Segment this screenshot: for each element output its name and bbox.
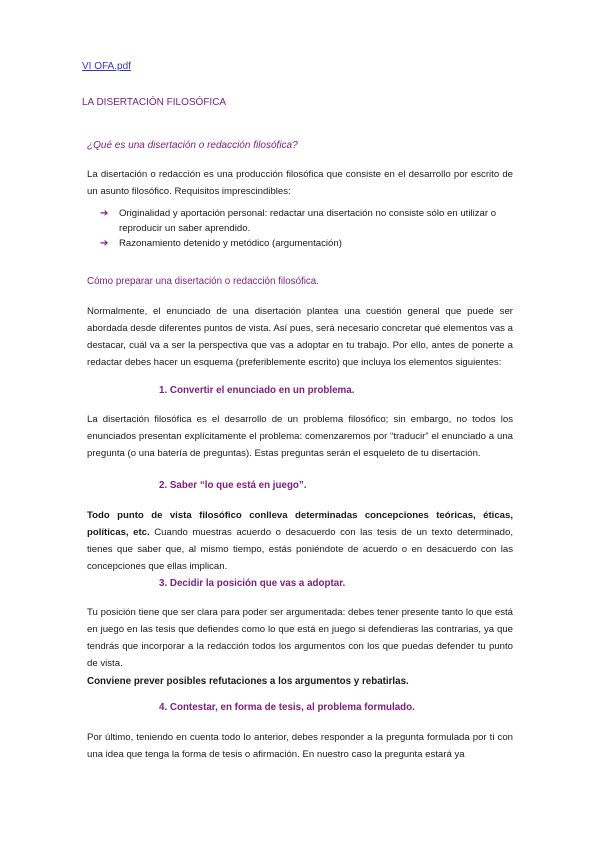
requirements-list — [100, 207, 514, 253]
step4-heading: 4. Contestar, en forma de tesis, al problema formulado. — [159, 702, 415, 713]
arrow-right-icon: ➔ — [100, 238, 109, 249]
step4-paragraph: Por último, teniendo en cuenta todo lo anterior, debes responder a la pregunta formulada por ti con una idea que tenga la forma de tesis o afirmación. En nuestro caso la pregunta estará ya — [87, 732, 513, 760]
step1-paragraph: La disertación filosófica es el desarrollo de un problema filosófico; sin embargo, no todos los enunciados presentan explícitamente el problema: comenzaremos por “traducir” el enunciado a una pregunta (o una batería de preguntas). Estas preguntas serán el esqueleto de tu disertación. — [87, 414, 513, 459]
intro-paragraph: La disertación o redacción es una producción filosófica que consiste en el desarrollo por escrito de un asunto filosófico. Requisitos imprescindibles: — [87, 169, 513, 197]
prepare-paragraph: Normalmente, el enunciado de una disertación plantea una cuestión general que puede ser abordada desde diferentes puntos de vista. Así pues, será necesario concretar qué elementos vas a destacar, cuál va a ser la perspectiva que vas a adoptar en tu trabajo. Por ello, antes de ponerte a redactar debes hacer un esquema (preferiblemente escrito) que incluya los elementos siguientes: — [87, 306, 513, 368]
question-heading: ¿Qué es una disertación o redacción filosófica? — [87, 140, 298, 151]
list-item-text: Originalidad y aportación personal: redactar una disertación no consiste sólo en utilizar o reproducir un saber aprendido. — [119, 208, 497, 234]
refutation-line: Conviene prever posibles refutaciones a los argumentos y rebatirlas. — [87, 676, 409, 687]
step2-paragraph-rest: Cuando muestras acuerdo o desacuerdo con las tesis de un texto determinado, tienes que saber que, al mismo tiempo, estás poniéndote de acuerdo o en desacuerdo con las concepciones que ellas implican. — [87, 527, 513, 572]
arrow-right-icon: ➔ — [100, 208, 109, 219]
step1-heading: 1. Convertir el enunciado en un problema. — [159, 385, 355, 396]
list-item — [100, 207, 514, 236]
document-title: LA DISERTACIÓN FILOSÓFICA — [82, 97, 227, 108]
list-item-text: Razonamiento detenido y metódico (argumentación) — [119, 238, 342, 249]
list-item — [100, 237, 514, 252]
step2-bold-lead: Todo punto de vista filosófico conlleva determinadas concepciones teóricas, éticas, políticas, etc. — [87, 510, 513, 538]
prepare-heading: Cómo preparar una disertación o redacción filosófica. — [87, 276, 319, 287]
step2-heading: 2. Saber “lo que está en juego”. — [159, 480, 307, 491]
file-link[interactable]: VI OFA.pdf — [82, 61, 131, 72]
step3-paragraph: Tu posición tiene que ser clara para poder ser argumentada: debes tener presente tanto lo que está en juego en las tesis que defiendes como lo que está en juego si defendieras las contrarias, ya que tendrás que incorporar a la redacción todos los argumentos con los que puedas defender tu punto de vista. — [87, 607, 513, 669]
step3-heading: 3. Decidir la posición que vas a adoptar. — [159, 578, 346, 589]
step2-paragraph — [87, 507, 513, 575]
